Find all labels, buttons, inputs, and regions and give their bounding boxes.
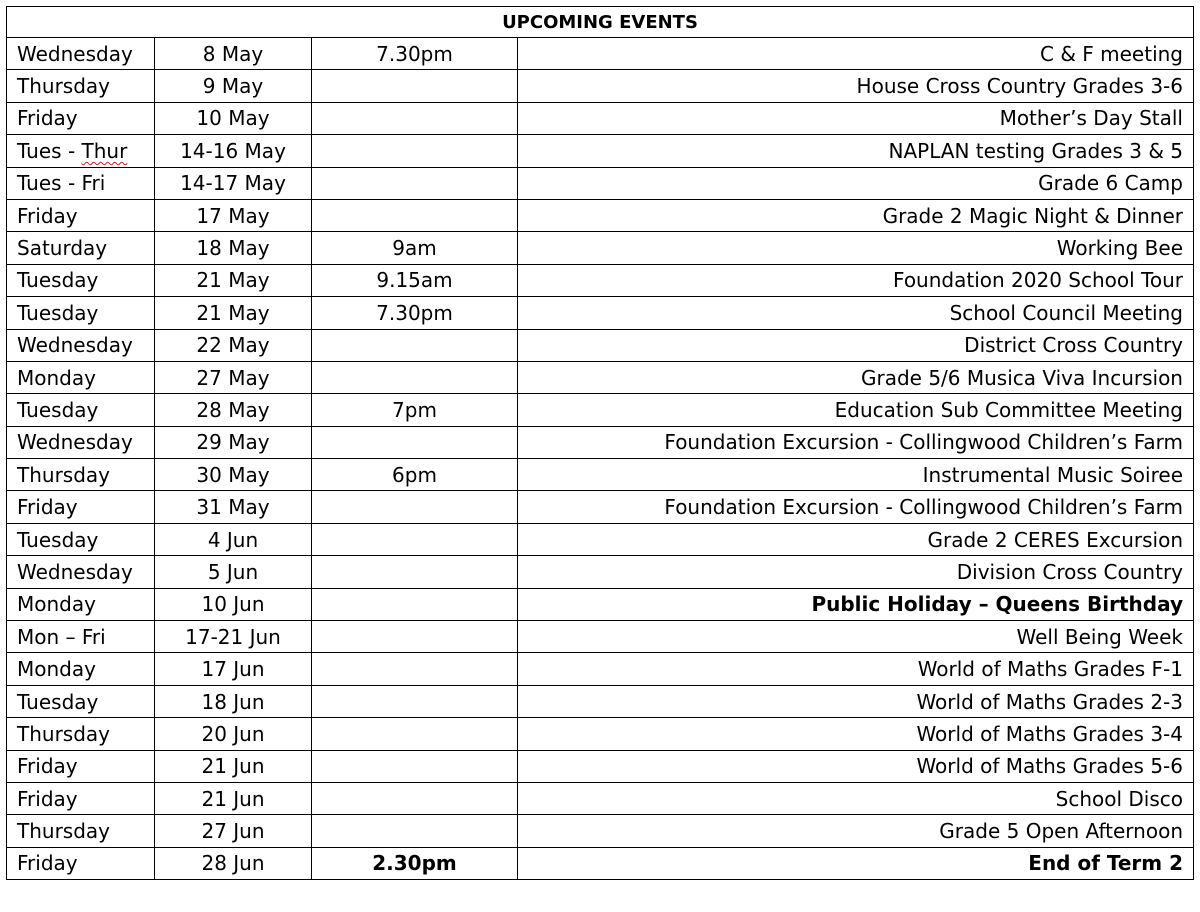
table-row [7, 135, 1194, 167]
day-cell: Tues - Fri [7, 167, 155, 199]
event-cell: World of Maths Grades 3-4 [518, 718, 1194, 750]
date-cell: 28 Jun [155, 847, 312, 879]
event-cell: Grade 2 Magic Night & Dinner [518, 199, 1194, 231]
date-cell: 21 May [155, 297, 312, 329]
time-cell: 6pm [312, 459, 518, 491]
day-cell: Friday [7, 847, 155, 879]
event-cell: World of Maths Grades 5-6 [518, 750, 1194, 782]
date-cell: 27 Jun [155, 815, 312, 847]
table-row [7, 70, 1194, 102]
time-cell [312, 491, 518, 523]
day-cell: Tuesday [7, 264, 155, 296]
time-cell: 7.30pm [312, 297, 518, 329]
table-row [7, 718, 1194, 750]
event-cell: Mother’s Day Stall [518, 102, 1194, 134]
table-row [7, 556, 1194, 588]
table-row [7, 264, 1194, 296]
time-cell [312, 750, 518, 782]
event-cell: Grade 2 CERES Excursion [518, 523, 1194, 555]
time-cell [312, 361, 518, 393]
day-cell [7, 135, 155, 167]
event-cell: Grade 5/6 Musica Viva Incursion [518, 361, 1194, 393]
table-row [7, 588, 1194, 620]
time-cell [312, 135, 518, 167]
event-cell: End of Term 2 [518, 847, 1194, 879]
date-cell: 5 Jun [155, 556, 312, 588]
day-cell: Tuesday [7, 523, 155, 555]
day-cell: Saturday [7, 232, 155, 264]
event-cell: School Disco [518, 782, 1194, 814]
event-cell: District Cross Country [518, 329, 1194, 361]
event-cell: Foundation Excursion - Collingwood Children’s Farm [518, 426, 1194, 458]
day-cell: Thursday [7, 70, 155, 102]
date-cell: 14-16 May [155, 135, 312, 167]
time-cell [312, 685, 518, 717]
title-row [7, 7, 1194, 38]
day-cell: Monday [7, 361, 155, 393]
day-cell: Thursday [7, 459, 155, 491]
date-cell: 30 May [155, 459, 312, 491]
date-cell: 10 Jun [155, 588, 312, 620]
time-cell [312, 815, 518, 847]
time-cell [312, 621, 518, 653]
spellcheck-flagged-word: Thur [81, 138, 128, 163]
table-row [7, 297, 1194, 329]
date-cell: 9 May [155, 70, 312, 102]
date-cell: 27 May [155, 361, 312, 393]
time-cell [312, 70, 518, 102]
time-cell [312, 523, 518, 555]
table-row [7, 38, 1194, 70]
day-range-start: Tues - [17, 138, 82, 163]
event-cell: World of Maths Grades F-1 [518, 653, 1194, 685]
table-row [7, 750, 1194, 782]
event-cell: Education Sub Committee Meeting [518, 394, 1194, 426]
day-cell: Thursday [7, 815, 155, 847]
time-cell: 7pm [312, 394, 518, 426]
table-row [7, 102, 1194, 134]
day-cell: Friday [7, 750, 155, 782]
time-cell [312, 426, 518, 458]
event-cell: Foundation Excursion - Collingwood Children’s Farm [518, 491, 1194, 523]
table-row [7, 491, 1194, 523]
time-cell: 9am [312, 232, 518, 264]
event-cell: Division Cross Country [518, 556, 1194, 588]
time-cell [312, 718, 518, 750]
table-row [7, 621, 1194, 653]
day-cell: Wednesday [7, 426, 155, 458]
day-cell: Tuesday [7, 297, 155, 329]
date-cell: 8 May [155, 38, 312, 70]
event-cell: School Council Meeting [518, 297, 1194, 329]
date-cell: 31 May [155, 491, 312, 523]
table-row [7, 232, 1194, 264]
day-cell: Friday [7, 491, 155, 523]
date-cell: 14-17 May [155, 167, 312, 199]
event-cell: C & F meeting [518, 38, 1194, 70]
date-cell: 18 May [155, 232, 312, 264]
time-cell [312, 102, 518, 134]
day-cell: Wednesday [7, 38, 155, 70]
time-cell [312, 588, 518, 620]
table-row [7, 782, 1194, 814]
event-cell: Public Holiday – Queens Birthday [518, 588, 1194, 620]
time-cell [312, 199, 518, 231]
table-row [7, 815, 1194, 847]
table-title: UPCOMING EVENTS [7, 7, 1194, 38]
date-cell: 10 May [155, 102, 312, 134]
event-cell: World of Maths Grades 2-3 [518, 685, 1194, 717]
table-row [7, 685, 1194, 717]
event-cell: Grade 5 Open Afternoon [518, 815, 1194, 847]
day-cell: Monday [7, 588, 155, 620]
day-cell: Thursday [7, 718, 155, 750]
table-row [7, 426, 1194, 458]
date-cell: 28 May [155, 394, 312, 426]
time-cell: 7.30pm [312, 38, 518, 70]
event-cell: NAPLAN testing Grades 3 & 5 [518, 135, 1194, 167]
event-cell: Instrumental Music Soiree [518, 459, 1194, 491]
table-row [7, 167, 1194, 199]
event-cell: Working Bee [518, 232, 1194, 264]
event-cell: House Cross Country Grades 3-6 [518, 70, 1194, 102]
event-cell: Foundation 2020 School Tour [518, 264, 1194, 296]
date-cell: 20 Jun [155, 718, 312, 750]
date-cell: 22 May [155, 329, 312, 361]
time-cell: 2.30pm [312, 847, 518, 879]
event-cell: Grade 6 Camp [518, 167, 1194, 199]
day-cell: Wednesday [7, 329, 155, 361]
table-row [7, 199, 1194, 231]
date-cell: 17 Jun [155, 653, 312, 685]
time-cell: 9.15am [312, 264, 518, 296]
table-row [7, 459, 1194, 491]
time-cell [312, 329, 518, 361]
events-sheet [6, 6, 1193, 880]
date-cell: 29 May [155, 426, 312, 458]
table-row [7, 329, 1194, 361]
date-cell: 21 Jun [155, 750, 312, 782]
day-cell: Mon – Fri [7, 621, 155, 653]
day-cell: Monday [7, 653, 155, 685]
date-cell: 17 May [155, 199, 312, 231]
day-cell: Friday [7, 102, 155, 134]
time-cell [312, 782, 518, 814]
table-row [7, 523, 1194, 555]
day-cell: Wednesday [7, 556, 155, 588]
day-cell: Friday [7, 782, 155, 814]
table-row [7, 653, 1194, 685]
day-cell: Tuesday [7, 394, 155, 426]
time-cell [312, 653, 518, 685]
day-cell: Tuesday [7, 685, 155, 717]
time-cell [312, 167, 518, 199]
table-row [7, 361, 1194, 393]
date-cell: 18 Jun [155, 685, 312, 717]
table-row [7, 847, 1194, 879]
date-cell: 17-21 Jun [155, 621, 312, 653]
day-cell: Friday [7, 199, 155, 231]
date-cell: 21 May [155, 264, 312, 296]
time-cell [312, 556, 518, 588]
table-row [7, 394, 1194, 426]
events-table [6, 6, 1194, 880]
date-cell: 4 Jun [155, 523, 312, 555]
event-cell: Well Being Week [518, 621, 1194, 653]
date-cell: 21 Jun [155, 782, 312, 814]
